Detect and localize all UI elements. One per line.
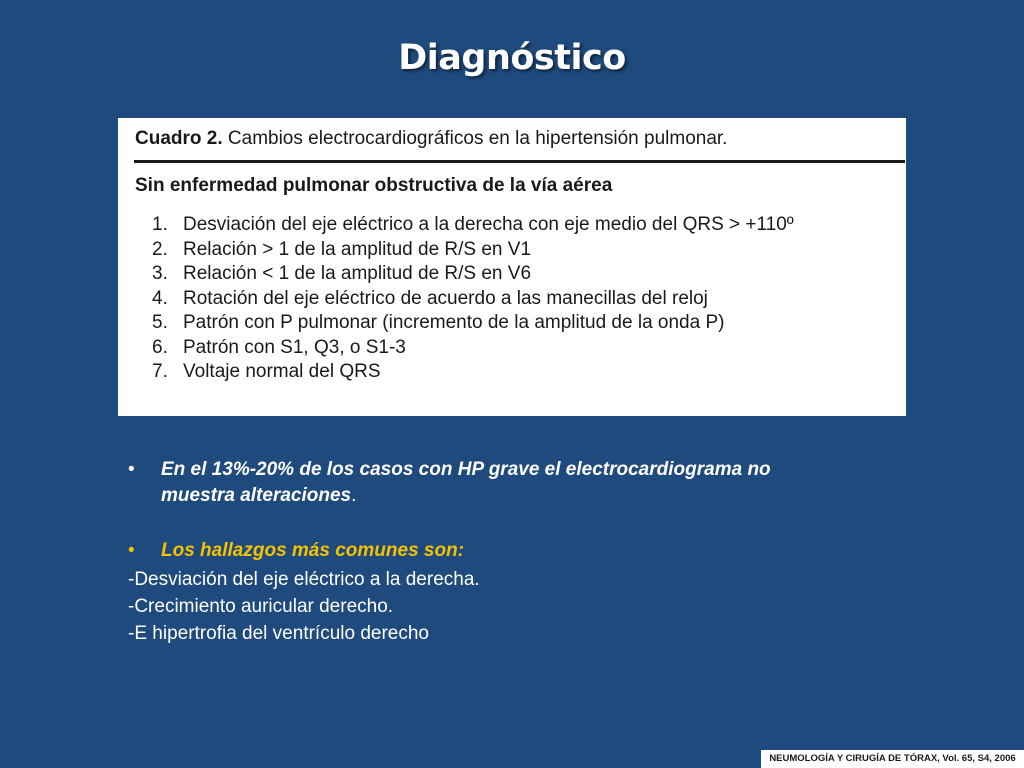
list-item [152, 238, 906, 263]
item-text: Relación > 1 de la amplitud de R/S en V1 [183, 238, 532, 260]
item-number: 4. [152, 287, 168, 309]
bullet-section [128, 457, 928, 564]
finding-item: -E hipertrofia del ventrículo derecho [128, 623, 429, 644]
prevalence-line-1: En el 13%-20% de los casos con HP grave el electrocardiograma no [161, 459, 771, 480]
prevalence-line-2: muestra alteraciones [161, 485, 352, 506]
item-text: Desviación del eje eléctrico a la derecha con eje medio del QRS > +110º [183, 214, 794, 235]
table-caption-label: Cuadro 2. [135, 128, 223, 149]
ecg-table-panel [118, 118, 906, 416]
list-item [152, 336, 906, 361]
slide-title: Diagnóstico [398, 38, 626, 78]
list-item [152, 287, 906, 312]
bullet-marker: • [128, 459, 135, 480]
item-text: Voltaje normal del QRS [183, 361, 381, 382]
item-number: 7. [152, 361, 168, 382]
findings-heading-text: Los hallazgos más comunes son: [161, 540, 465, 561]
item-number: 5. [152, 312, 168, 333]
table-caption [135, 128, 906, 150]
item-number: 6. [152, 336, 168, 358]
item-text: Relación < 1 de la amplitud de R/S en V6 [183, 263, 532, 284]
bullet-findings-heading [128, 538, 928, 564]
list-item [152, 262, 906, 287]
table-caption-text: Cambios electrocardiográficos en la hipertensión pulmonar. [222, 128, 728, 149]
item-number: 3. [152, 263, 168, 284]
bullet-prevalence [128, 457, 928, 509]
item-number: 2. [152, 238, 168, 260]
bullet-prevalence-text [161, 457, 771, 509]
item-text: Patrón con S1, Q3, o S1-3 [183, 336, 406, 358]
item-text: Rotación del eje eléctrico de acuerdo a las manecillas del reloj [183, 287, 708, 309]
findings-list [128, 566, 928, 647]
list-item [152, 213, 906, 238]
prevalence-period: . [351, 485, 357, 506]
list-item [152, 311, 906, 336]
table-heading: Sin enfermedad pulmonar obstructiva de la vía aérea [135, 175, 613, 196]
item-text: Patrón con P pulmonar (incremento de la amplitud de la onda P) [183, 312, 725, 333]
criteria-list [152, 213, 906, 385]
item-number: 1. [152, 214, 168, 235]
bullet-marker: • [128, 540, 135, 561]
source-citation: NEUMOLOGÍA Y CIRUGÍA DE TÓRAX, Vol. 65, S4, 2006 [761, 750, 1024, 768]
finding-item: -Desviación del eje eléctrico a la derecha. [128, 569, 480, 590]
table-divider [134, 160, 905, 163]
list-item [152, 360, 906, 385]
finding-item: -Crecimiento auricular derecho. [128, 596, 394, 617]
